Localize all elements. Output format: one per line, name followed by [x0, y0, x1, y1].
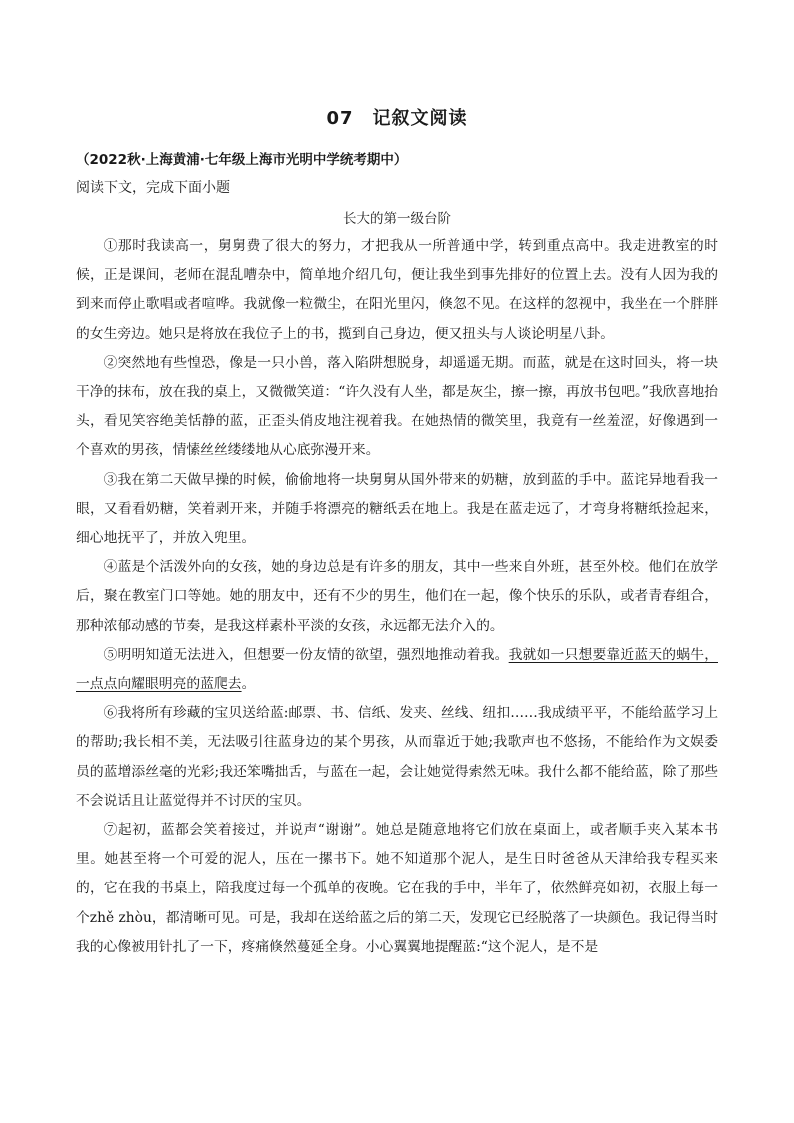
- paragraph-5-end: 。: [241, 676, 256, 693]
- paragraph-4: ④蓝是个活泼外向的女孩，她的身边总是有许多的朋友，其中一些来自外班，甚至外校。他们在放学后，聚在教室门口等她。她的朋友中，还有不少的男生，他们在一起，像个快乐的乐队，或者青春组合，那种浓郁动感的节奏，是我这样素朴平淡的女孩，永远都无法介入的。: [76, 559, 718, 634]
- paragraph-5-text: ⑤明明知道无法进入，但想要一份友情的欲望，强烈地推动着我。: [103, 646, 509, 663]
- essay-body: [76, 232, 718, 962]
- essay-title: 长大的第一级台阶: [343, 211, 451, 227]
- paragraph-7: ⑦起初，蓝都会笑着接过，并说声“谢谢”。她总是随意地将它们放在桌面上，或者顺手夹入某本书里。她甚至将一个可爱的泥人，压在一摞书下。她不知道那个泥人，是生日时爸爸从天津给我专程买来的，它在我的书桌上，陪我度过每一个孤单的夜晚。它在我的手中，半年了，依然鲜亮如初，衣服上每一个zhě zhòu，都清晰可见。可是，我却在送给蓝之后的第二天，发现它已经脱落了一块颜色。我记得当时我的心像被用针扎了一下，疼痛倏然蔓延全身。小心翼翼地提醒蓝:“这个泥人，是不是: [76, 822, 718, 955]
- reading-instruction: 阅读下文，完成下面小题: [76, 180, 230, 196]
- paragraph-5: [76, 641, 718, 699]
- page-title: 07 记叙文阅读: [326, 108, 468, 129]
- paragraph-1: ①那时我读高一，舅舅费了很大的努力，才把我从一所普通中学，转到重点高中。我走进教室的时候，正是课间，老师在混乱嘈杂中，简单地介绍几句，便让我坐到事先排好的位置上去。没有人因为我的到来而停止歌唱或者喧哗。我就像一粒微尘，在阳光里闪，倏忽不见。在这样的忽视中，我坐在一个胖胖的女生旁边。她只是将放在我位子上的书，揽到自己身边，便又扭头与人谈论明星八卦。: [76, 238, 718, 342]
- paragraph-2: ②突然地有些惶恐，像是一只小兽，落入陷阱想脱身，却遥遥无期。而蓝，就是在这时回头，将一块干净的抹布，放在我的桌上，又微微笑道：“许久没有人坐，都是灰尘，擦一擦，再放书包吧。”我欣喜地抬头，看见笑容绝美恬静的蓝，正歪头俏皮地注视着我。在她热情的微笑里，我竟有一丝羞涩，好像遇到一个喜欢的男孩，情愫丝丝缕缕地从心底弥漫开来。: [76, 354, 718, 459]
- paragraph-3: ③我在第二天做早操的时候，偷偷地将一块舅舅从国外带来的奶糖，放到蓝的手中。蓝诧异地看我一眼，又看看奶糖，笑着剥开来，并随手将漂亮的糖纸丢在地上。我是在蓝走远了，才弯身将糖纸捡起来，细心地抚平了，并放入兜里。: [76, 471, 718, 547]
- paragraph-6: ⑥我将所有珍藏的宝贝送给蓝:邮票、书、信纸、发夹、丝线、纽扣……我成绩平平，不能给蓝学习上的帮助;我长相不美，无法吸引往蓝身边的某个男孩，从而靠近于她;我歌声也不悠扬，不能给作为文娱委员的蓝增添丝毫的光彩;我还笨嘴拙舌，与蓝在一起，会让她觉得索然无味。我什么都不能给蓝，除了那些不会说话且让蓝觉得并不讨厌的宝贝。: [76, 705, 718, 809]
- underlined-sentence: 我就如一只想要靠近蓝天的蜗牛，一点点向耀眼明亮的蓝爬去: [76, 646, 718, 693]
- question-source: （2022秋·上海黄浦·七年级上海市光明中学统考期中）: [76, 152, 408, 168]
